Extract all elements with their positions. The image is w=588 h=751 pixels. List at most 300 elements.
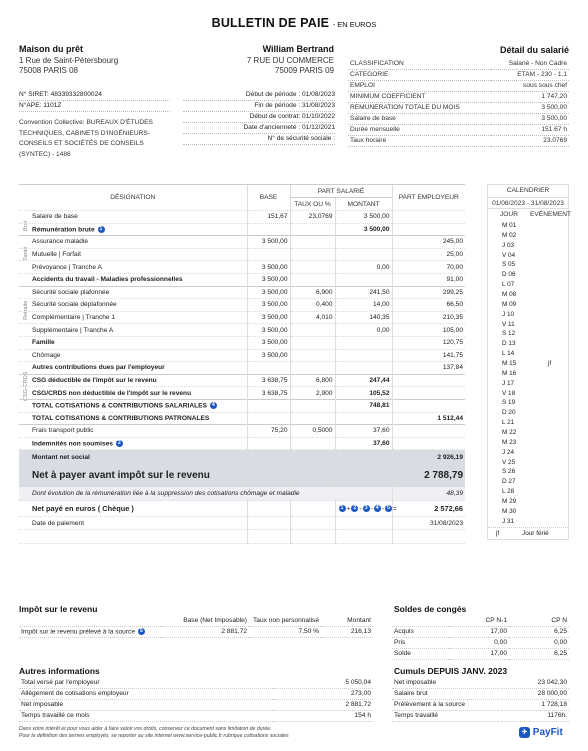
calendar-day: [488, 438, 568, 448]
category-csg-crds: CSG-CRDS: [23, 371, 29, 401]
calendar-day-label: L 28: [502, 488, 515, 496]
row-part-employeur: 105,00: [392, 324, 465, 337]
row-base: [247, 362, 290, 375]
detail-value: 23.0769: [491, 135, 569, 146]
header-base: BASE: [247, 185, 290, 211]
calendar-day: [488, 458, 568, 468]
legend-code: jf: [496, 529, 500, 537]
net-social-label: Montant net social: [19, 450, 247, 465]
header-designation: DÉSIGNATION: [19, 185, 247, 211]
payslip-table: [19, 184, 465, 544]
detail-row: [348, 124, 569, 135]
row-part-employeur: [392, 399, 465, 412]
calendar-day-label: M 30: [502, 507, 517, 515]
calendar-day-label: S 12: [502, 330, 516, 338]
payslip-row: [19, 437, 465, 450]
cumuls-row: [392, 688, 569, 699]
header-montant: MONTANT: [335, 198, 392, 211]
calendar-header: [488, 209, 572, 221]
autres-value: 154 h: [273, 710, 373, 721]
row-montant: 3 500,00: [335, 211, 392, 224]
payfit-logo: [519, 727, 563, 738]
cumuls-value: 1 728,18: [502, 699, 569, 710]
cumuls-value: 1176h.: [502, 710, 569, 721]
impot-col-montant: Montant: [321, 615, 373, 626]
payslip-row: [19, 211, 465, 224]
calendar-day-label: M 16: [502, 369, 517, 377]
autres-row: [19, 699, 373, 710]
row-part-employeur: 299,25: [392, 286, 465, 299]
calendar-day: [488, 379, 568, 389]
row-part-employeur: 120,75: [392, 336, 465, 349]
payslip-row: [19, 236, 465, 249]
employee-address-1: 7 RUE DU COMMERCE: [246, 56, 334, 65]
category-brut: Brut: [23, 220, 29, 231]
detail-row: [348, 135, 569, 146]
calendar-day-label: J 10: [502, 310, 515, 318]
calendar-day: [488, 270, 568, 280]
calendar-day-label: M 15: [502, 360, 517, 368]
row-montant: 37,60: [335, 425, 392, 438]
conges-table: [392, 615, 569, 660]
conges-n: 6,25: [509, 626, 569, 637]
row-taux: 2,900: [290, 387, 335, 400]
calendar-day: [488, 260, 568, 270]
row-label: Supplémentaire | Tranche A: [19, 324, 247, 337]
row-base: 75,20: [247, 425, 290, 438]
row-taux: [290, 336, 335, 349]
title-suffix: - EN EUROS: [332, 20, 377, 29]
row-part-employeur: [392, 387, 465, 400]
net-social-value: 2 926,19: [392, 450, 465, 465]
calendar-day: [488, 320, 568, 330]
conges-row: [392, 648, 569, 659]
net-paye-label: Net payé en euros ( Chèque ): [19, 501, 247, 517]
row-label: Assurance maladie: [19, 236, 247, 249]
footer-line-1: Dans votre intérêt et pour vous aider à faire valoir vos droits, conservez ce document sans limitation de durée.: [19, 726, 272, 732]
row-montant: 140,35: [335, 311, 392, 324]
detail-row: [348, 80, 569, 91]
period-block: [183, 90, 335, 145]
impot-title: Impôt sur le revenu: [19, 604, 98, 614]
payslip-row: [19, 248, 465, 261]
siret: N° SIRET: 48339332800024: [19, 90, 170, 101]
ref-2-icon: 2: [116, 440, 123, 447]
calendar-day: [488, 329, 568, 339]
row-label: Indemnités non soumises 2: [19, 437, 247, 450]
calendar-day: [488, 290, 568, 300]
row-taux: [290, 248, 335, 261]
calendar-day: [488, 349, 568, 359]
row-montant: 37,60: [335, 437, 392, 450]
row-taux: 6,900: [290, 286, 335, 299]
impot-col-base: Base (Net Imposable): [161, 615, 249, 626]
calendar-day-label: M 23: [502, 438, 517, 446]
calendar-day-label: S 19: [502, 399, 516, 407]
cumuls-row: [392, 677, 569, 688]
autres-label: Allègement de cotisations employeur: [19, 688, 273, 699]
evolution-value: 48,39: [392, 487, 465, 501]
row-label: TOTAL COTISATIONS & CONTRIBUTIONS PATRONALES: [19, 412, 247, 425]
calendar-day-label: M 02: [502, 231, 517, 239]
calendar-day-label: S 26: [502, 468, 516, 476]
row-part-employeur: 137,84: [392, 362, 465, 375]
row-base: [247, 399, 290, 412]
employee-detail-table: [348, 58, 569, 147]
title-main: BULLETIN DE PAIE: [211, 16, 330, 30]
row-part-employeur: 25,00: [392, 248, 465, 261]
conges-label: Solde: [392, 648, 449, 659]
payslip-row: [19, 362, 465, 375]
calendar-day-label: J 03: [502, 241, 515, 249]
row-label: Frais transport public: [19, 425, 247, 438]
category-sante: Santé: [23, 246, 29, 261]
detail-value: sous sous chef: [491, 80, 569, 91]
calendar-day-label: J 17: [502, 379, 515, 387]
calendar-event: jf: [548, 360, 552, 368]
row-montant: 0,00: [335, 324, 392, 337]
row-label: Salaire de base: [19, 211, 247, 224]
payslip-row: [19, 412, 465, 425]
row-taux: [290, 324, 335, 337]
period-start: Début de période : 01/08/2023: [183, 90, 335, 101]
conges-row: [392, 637, 569, 648]
row-label: CSG déductible de l'impôt sur le revenu: [19, 374, 247, 387]
autres-label: Net imposable: [19, 699, 273, 710]
detail-row: [348, 113, 569, 124]
row-part-employeur: [392, 211, 465, 224]
payslip-row: [19, 425, 465, 438]
row-part-employeur: [392, 437, 465, 450]
calendar-day-label: L 14: [502, 350, 515, 358]
calendar-day-label: M 08: [502, 291, 517, 299]
calendar-day: [488, 477, 568, 487]
conges-n1: 0,00: [449, 637, 509, 648]
cumuls-label: Net imposable: [392, 677, 502, 688]
row-taux: [290, 273, 335, 286]
autres-row: [19, 710, 373, 721]
autres-value: 5 050,04: [273, 677, 373, 688]
detail-label: MINIMUM COEFFICIENT: [348, 91, 491, 102]
calendar-day-label: D 27: [502, 478, 516, 486]
calendar-day: [488, 389, 568, 399]
ref-4-icon: 4: [374, 505, 381, 512]
calendar-day: [488, 300, 568, 310]
ref-1-icon: 1: [339, 505, 346, 512]
employer-block: [19, 44, 189, 75]
row-base: 151,67: [247, 211, 290, 224]
row-base: 3 500,00: [247, 336, 290, 349]
payfit-logo-icon: ✈: [519, 727, 530, 738]
row-base: 3 638,75: [247, 374, 290, 387]
date-paiement-value: 31/08/2023: [392, 517, 465, 530]
calendar-day: [488, 517, 568, 527]
row-taux: [290, 223, 335, 236]
calendar-range: 01/08/2023 - 31/08/2023: [488, 197, 568, 209]
calendar-col-event: EVÉNEMENT: [530, 211, 572, 218]
row-taux: [290, 412, 335, 425]
payslip-row: [19, 336, 465, 349]
detail-title: Détail du salarié: [499, 45, 569, 55]
payslip-row: [19, 324, 465, 337]
row-part-employeur: [392, 374, 465, 387]
cumuls-title: Cumuls DEPUIS JANV. 2023: [394, 666, 508, 676]
row-taux: [290, 261, 335, 274]
ref-4-icon: 4: [210, 402, 217, 409]
footer-line-2: Pour la définition des termes employés, se reporter au site internet www.service-public.fr rubrique cotisations sociales: [19, 732, 289, 739]
payslip-row: [19, 311, 465, 324]
calendar-day-label: V 25: [502, 458, 516, 466]
row-montant: 0,00: [335, 261, 392, 274]
employer-name: Maison du prêt: [19, 44, 84, 54]
calendar-day-label: M 09: [502, 300, 517, 308]
social-security-number: N° de sécurité sociale :: [183, 134, 335, 145]
row-base: [247, 437, 290, 450]
row-taux: [290, 349, 335, 362]
row-montant: [335, 412, 392, 425]
calendar-day-label: J 31: [502, 517, 515, 525]
autres-value: 2 881,72: [273, 699, 373, 710]
calendar-day: [488, 398, 568, 408]
row-montant: 247,44: [335, 374, 392, 387]
conges-n: 6,25: [509, 648, 569, 659]
ref-3-icon: 3: [363, 505, 370, 512]
row-label: Mutuelle | Forfait: [19, 248, 247, 261]
calendar-day: [488, 418, 568, 428]
row-taux: 23,0769: [290, 211, 335, 224]
row-label: CSG/CRDS non déductible de l'impôt sur le revenu: [19, 387, 247, 400]
legend-label: Jour férié: [522, 529, 549, 537]
evolution-label: Dont évolution de la rémunération liée à la suppression des cotisations chômage et maladie: [19, 487, 392, 501]
row-label: Sécurité sociale plafonnée: [19, 286, 247, 299]
employer-address-2: 75008 PARIS 08: [19, 65, 79, 75]
date-paiement-label: Date de paiement: [19, 517, 247, 530]
row-base: 3 500,00: [247, 324, 290, 337]
autres-row: [19, 688, 373, 699]
calendar-day-label: M 29: [502, 498, 517, 506]
impot-col-taux: Taux non personnalisé: [249, 615, 321, 626]
header-part-employeur: PART EMPLOYEUR: [392, 185, 465, 211]
detail-value: Salarié - Non Cadre: [491, 58, 569, 69]
detail-row: [348, 69, 569, 80]
impot-table: [19, 615, 373, 638]
calendar-day-label: V 18: [502, 389, 516, 397]
employee-address-2: 75009 PARIS 09: [274, 65, 334, 75]
row-montant: [335, 248, 392, 261]
row-label: Rémunération brute 1: [19, 223, 247, 236]
detail-label: CATEGORIE: [348, 69, 491, 80]
calendar-day: [488, 221, 568, 231]
payslip-row: [19, 299, 465, 312]
detail-label: Taux horaire: [348, 135, 491, 146]
row-base: 3 500,00: [247, 349, 290, 362]
net-formula: 1 + 2 - 3 - 4 - 5 =: [335, 501, 392, 517]
period-end: Fin de période : 31/08/2023: [183, 101, 335, 112]
calendar-day-label: D 13: [502, 340, 516, 348]
row-taux: 0,5000: [290, 425, 335, 438]
detail-label: CLASSIFICATION: [348, 58, 491, 69]
payslip-row: [19, 399, 465, 412]
autres-label: Temps travaillé ce mois: [19, 710, 273, 721]
conges-row: [392, 626, 569, 637]
cumuls-label: Prélèvement à la source: [392, 699, 502, 710]
detail-value: ETAM - 230 - 1.1: [491, 69, 569, 80]
row-montant: [335, 273, 392, 286]
conges-n: 0,00: [509, 637, 569, 648]
conges-col-n1: CP N-1: [449, 615, 509, 626]
row-taux: 6,800: [290, 374, 335, 387]
convention-collective: Convention Collective: BUREAUX D'ÉTUDES TECHNIQUES, CABINETS D'INGÉNIEURS-CONSEILS ET SOCIÉTÉS DE CONSEILS (SYNTEC) - 1486: [19, 119, 153, 158]
calendar: [487, 184, 572, 540]
row-taux: 4,010: [290, 311, 335, 324]
payslip-row: [19, 261, 465, 274]
calendar-day-label: J 24: [502, 448, 515, 456]
calendar-day: [488, 487, 568, 497]
cumuls-value: 23 042,30: [502, 677, 569, 688]
row-base: 3 500,00: [247, 273, 290, 286]
calendar-day: [488, 310, 568, 320]
row-label: Accidents du travail - Maladies professionnelles: [19, 273, 247, 286]
calendar-day: [488, 359, 568, 369]
calendar-day-label: V 04: [502, 251, 516, 259]
row-base: 3 500,00: [247, 311, 290, 324]
row-base: [247, 248, 290, 261]
row-montant: 3 500,00: [335, 223, 392, 236]
ref-1-icon: 1: [98, 226, 105, 233]
autres-value: 273,00: [273, 688, 373, 699]
ref-5-icon: 5: [385, 505, 392, 512]
calendar-day: [488, 428, 568, 438]
payslip-row: [19, 349, 465, 362]
payslip-row: [19, 273, 465, 286]
autres-label: Total versé par l'employeur: [19, 677, 273, 688]
calendar-day-label: S 05: [502, 261, 516, 269]
calendar-day: [488, 280, 568, 290]
cumuls-table: [392, 677, 569, 722]
calendar-day-label: M 01: [502, 222, 517, 229]
row-montant: [335, 362, 392, 375]
formula-equals: =: [392, 505, 397, 513]
row-montant: 748,81: [335, 399, 392, 412]
contract-start: Début de contrat: 01/10/2022: [183, 112, 335, 123]
impot-base: 2 881,72: [161, 626, 249, 637]
row-montant: [335, 236, 392, 249]
row-part-employeur: 210,35: [392, 311, 465, 324]
autres-title: Autres informations: [19, 666, 100, 676]
row-base: 3 500,00: [247, 299, 290, 312]
conges-n1: 17,00: [449, 648, 509, 659]
row-base: 3 500,00: [247, 261, 290, 274]
calendar-day-label: L 21: [502, 419, 515, 427]
conges-label: Acquis: [392, 626, 449, 637]
row-label: Famille: [19, 336, 247, 349]
seniority-date: Date d'ancienneté : 01/12/2021: [183, 123, 335, 134]
row-montant: [335, 349, 392, 362]
payslip-title: [0, 16, 588, 30]
calendar-day: [488, 251, 568, 261]
calendar-day-label: L 07: [502, 281, 515, 289]
net-a-payer-value: 2 788,79: [392, 465, 465, 487]
detail-row: [348, 58, 569, 69]
row-montant: [335, 336, 392, 349]
row-base: 3 638,75: [247, 387, 290, 400]
conges-n1: 17,00: [449, 626, 509, 637]
row-montant: 105,52: [335, 387, 392, 400]
calendar-day: [488, 231, 568, 241]
detail-label: EMPLOI: [348, 80, 491, 91]
detail-label: Salaire de base: [348, 113, 491, 124]
calendar-day: [488, 241, 568, 251]
ref-5-icon: 5: [138, 628, 145, 635]
employee-name: William Bertrand: [262, 44, 334, 54]
detail-row: [348, 102, 569, 113]
ref-2-icon: 2: [351, 505, 358, 512]
row-part-employeur: 1 512,44: [392, 412, 465, 425]
employer-ids: [19, 90, 170, 160]
calendar-day: [488, 369, 568, 379]
conges-title: Soldes de congés: [394, 604, 467, 614]
calendar-day: [488, 339, 568, 349]
detail-value: 1 747,20: [491, 91, 569, 102]
autres-row: [19, 677, 373, 688]
row-part-employeur: 141,75: [392, 349, 465, 362]
row-part-employeur: [392, 223, 465, 236]
calendar-day-label: M 22: [502, 429, 517, 437]
row-label: Complémentaire | Tranche 1: [19, 311, 247, 324]
impot-row-label: Impôt sur le revenu prélevé à la source 5: [19, 626, 161, 637]
impot-taux: 7,50 %: [249, 626, 321, 637]
calendar-day: [488, 497, 568, 507]
row-taux: [290, 236, 335, 249]
cumuls-row: [392, 710, 569, 721]
calendar-day-label: D 20: [502, 409, 516, 417]
payslip-row: [19, 223, 465, 236]
conges-col-n: CP N: [509, 615, 569, 626]
row-taux: [290, 362, 335, 375]
payslip-row: [19, 286, 465, 299]
detail-value: 3 500,00: [491, 102, 569, 113]
cumuls-label: Temps travaillé: [392, 710, 502, 721]
net-a-payer-label: Net à payer avant impôt sur le revenu: [19, 465, 247, 487]
detail-row: [348, 91, 569, 102]
row-base: 3 500,00: [247, 236, 290, 249]
row-part-employeur: 91,00: [392, 273, 465, 286]
header-part-salarie: PART SALARIÉ: [290, 185, 392, 198]
row-label: Sécurité sociale déplafonnée: [19, 299, 247, 312]
brand-name: PayFit: [532, 727, 563, 739]
calendar-day-label: V 11: [502, 320, 515, 328]
employee-block: [190, 44, 334, 75]
net-paye-value: 2 572,66: [392, 501, 465, 517]
row-base: [247, 412, 290, 425]
row-taux: [290, 399, 335, 412]
header-taux: TAUX OU %: [290, 198, 335, 211]
cumuls-label: Salaire brut: [392, 688, 502, 699]
footer-notes: [19, 726, 439, 739]
row-part-employeur: 245,00: [392, 236, 465, 249]
employer-address-1: 1 Rue de Saint-Pétersbourg: [19, 56, 119, 65]
calendar-day: [488, 408, 568, 418]
detail-value: 151.67 h: [491, 124, 569, 135]
category-retraite: Retraite: [23, 300, 29, 320]
calendar-day: [488, 467, 568, 477]
row-taux: [290, 437, 335, 450]
calendar-day-label: D 06: [502, 271, 516, 279]
row-part-employeur: 70,00: [392, 261, 465, 274]
autres-table: [19, 677, 373, 722]
payslip-row: [19, 374, 465, 387]
row-part-employeur: 66,50: [392, 299, 465, 312]
